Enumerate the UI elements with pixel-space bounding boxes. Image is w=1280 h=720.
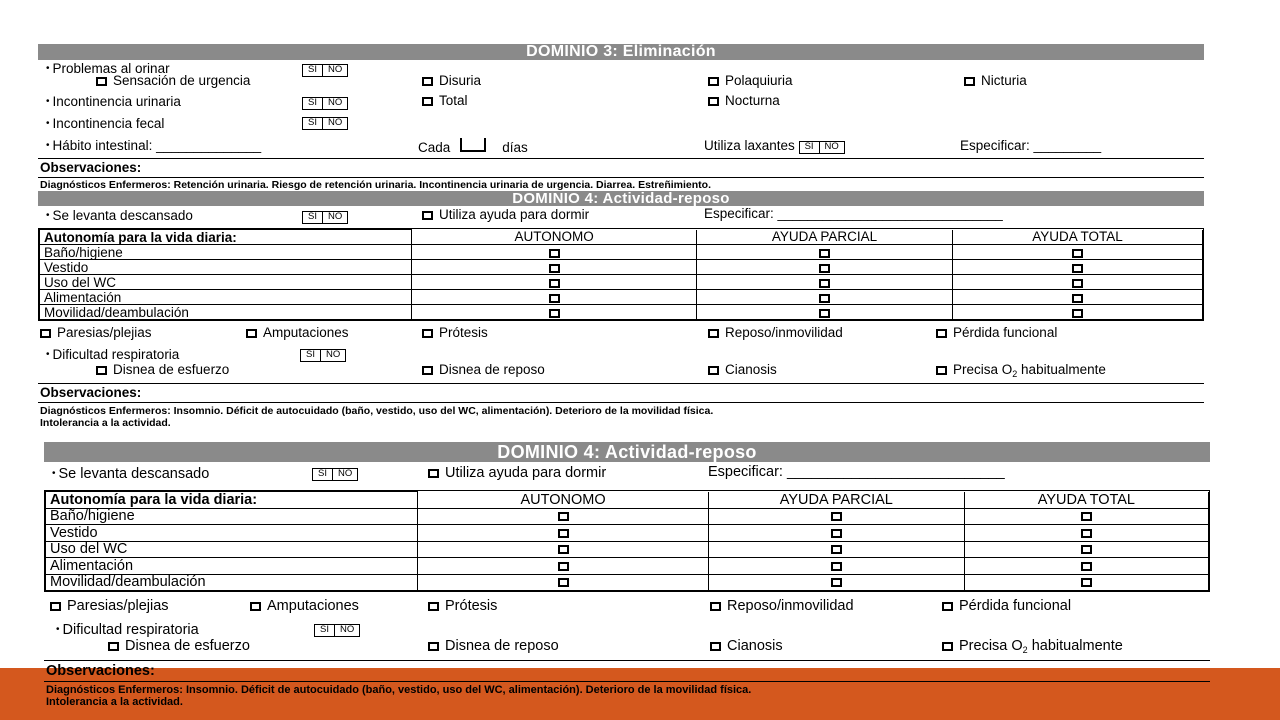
levanta-row-2: [44, 462, 1210, 488]
checkbox-icon: [422, 366, 433, 375]
habito-label[interactable]: • Hábito intestinal: ______________: [46, 138, 261, 153]
checkbox-icon: [936, 366, 947, 375]
problemas-row: [38, 60, 1204, 74]
checkbox-icon[interactable]: [549, 309, 560, 318]
checkbox-icon[interactable]: [1072, 264, 1083, 273]
incontinencia-urinaria-label: • Incontinencia urinaria: [46, 94, 181, 109]
col-total-2: AYUDA TOTAL: [964, 492, 1208, 509]
table-row: Vestido: [46, 525, 1209, 542]
checkbox-icon: [942, 642, 953, 651]
autonomia-table-2: [44, 490, 1210, 592]
table-row: Movilidad/deambulación: [40, 305, 1203, 320]
levanta-label: • Se levanta descansado: [46, 208, 193, 223]
col-autonomo: AUTONOMO: [412, 230, 697, 245]
checkbox-icon[interactable]: [819, 279, 830, 288]
disnea-reposo-option[interactable]: Disnea de reposo: [422, 362, 545, 377]
especificar-dormir-2[interactable]: Especificar: ___________________________: [708, 464, 1005, 480]
observaciones-heading: Observaciones:: [38, 158, 1204, 178]
checkbox-icon[interactable]: [1081, 562, 1092, 571]
diagnosticos-actividad-2-line2: Intolerancia a la actividad.: [46, 696, 183, 708]
disnea-reposo-option-2[interactable]: Disnea de reposo: [428, 638, 559, 654]
ayuda-dormir-option-2[interactable]: Utiliza ayuda para dormir: [428, 465, 606, 481]
section-header-eliminacion: DOMINIO 3: Eliminación: [38, 44, 1204, 60]
amputaciones-option[interactable]: Amputaciones: [246, 325, 349, 340]
movilidad-options-row-2: [44, 592, 1210, 620]
ayuda-dormir-option[interactable]: Utiliza ayuda para dormir: [422, 207, 589, 222]
precisa-o2-option[interactable]: Precisa $O_2$ habitualmente: [936, 362, 1106, 379]
checkbox-icon: [246, 329, 257, 338]
paresias-option-2[interactable]: Paresias/plejias: [50, 598, 169, 614]
levanta-si-no-2[interactable]: SI NO: [312, 465, 358, 481]
table-row: Movilidad/deambulación: [46, 574, 1209, 591]
dificultad-row: [38, 345, 1204, 361]
section-header-actividad: DOMINIO 4: Actividad-reposo: [38, 191, 1204, 206]
amputaciones-option-2[interactable]: Amputaciones: [250, 598, 359, 614]
col-parcial: AYUDA PARCIAL: [697, 230, 953, 245]
disnea-esfuerzo-option[interactable]: Disnea de esfuerzo: [96, 362, 229, 377]
checkbox-icon[interactable]: [831, 562, 842, 571]
checkbox-icon: [422, 97, 433, 106]
checkbox-icon: [108, 642, 119, 651]
nicturia-option[interactable]: Nicturia: [964, 73, 1027, 88]
table-row: Vestido: [40, 260, 1203, 275]
diagnosticos-eliminacion: Diagnósticos Enfermeros: Retención urinaria. Riesgo de retención urinaria. Incontinencia urinaria de urgencia. Diarrea. Estreñimiento.: [40, 179, 712, 191]
protesis-option[interactable]: Prótesis: [422, 325, 488, 340]
disnea-row-2: [44, 636, 1210, 660]
checkbox-icon[interactable]: [1081, 578, 1092, 587]
checkbox-icon[interactable]: [1081, 545, 1092, 554]
disnea-esfuerzo-option-2[interactable]: Disnea de esfuerzo: [108, 638, 250, 654]
cada-box: [460, 138, 486, 152]
checkbox-icon: [96, 366, 107, 375]
slide-accent-strip: [1212, 668, 1280, 720]
checkbox-icon[interactable]: [831, 545, 842, 554]
table-row: Alimentación: [40, 290, 1203, 305]
checkbox-icon: [50, 602, 61, 611]
autonomia-header: Autonomía para la vida diaria:: [40, 230, 412, 245]
checkbox-icon: [250, 602, 261, 611]
cada-field[interactable]: Cada días: [418, 140, 528, 155]
problemas-si-no[interactable]: SI NO: [302, 61, 348, 77]
urgencia-row: [38, 74, 1204, 92]
checkbox-icon[interactable]: [819, 249, 830, 258]
dificultad-label: • Dificultad respiratoria: [46, 347, 179, 362]
col-autonomo-2: AUTONOMO: [418, 492, 709, 509]
checkbox-icon: [422, 329, 433, 338]
checkbox-icon: [710, 642, 721, 651]
checkbox-icon[interactable]: [558, 578, 569, 587]
diagnosticos-actividad-line2: Intolerancia a la actividad.: [40, 417, 171, 429]
dificultad-si-no-2[interactable]: SI NO: [314, 621, 360, 637]
disnea-row: [38, 361, 1204, 383]
dificultad-label-2: • Dificultad respiratoria: [56, 622, 199, 638]
checkbox-icon: [936, 329, 947, 338]
checkbox-icon: [708, 329, 719, 338]
checkbox-icon: [428, 602, 439, 611]
total-option[interactable]: Total: [422, 93, 468, 108]
especificar-field[interactable]: Especificar: _________: [960, 138, 1102, 153]
checkbox-icon[interactable]: [831, 578, 842, 587]
dificultad-row-2: [44, 620, 1210, 636]
diagnosticos-actividad-2-line1: Diagnósticos Enfermeros: Insomnio. Déficit de autocuidado (baño, vestido, uso del WC, alimentación). Deterioro de la movilidad física.: [46, 684, 752, 696]
checkbox-icon[interactable]: [1072, 249, 1083, 258]
checkbox-icon[interactable]: [819, 309, 830, 318]
problemas-label: • Problemas al orinar: [46, 61, 170, 76]
checkbox-icon: [422, 211, 433, 220]
checkbox-icon[interactable]: [831, 512, 842, 521]
col-parcial-2: AYUDA PARCIAL: [708, 492, 964, 509]
checkbox-icon: [40, 329, 51, 338]
diagnosticos-actividad-line1: Diagnósticos Enfermeros: Insomnio. Déficit de autocuidado (baño, vestido, uso del WC, alimentación). Deterioro de la movilidad física.: [40, 405, 714, 417]
observaciones-heading-2: Observaciones:: [38, 383, 1204, 403]
checkbox-icon: [708, 77, 719, 86]
perdida-option-2[interactable]: Pérdida funcional: [942, 598, 1071, 614]
form-scan-bottom: [44, 442, 1210, 708]
observaciones-heading-3: Observaciones:: [44, 660, 1210, 682]
checkbox-icon[interactable]: [831, 529, 842, 538]
table-row: Uso del WC: [40, 275, 1203, 290]
checkbox-icon[interactable]: [1081, 512, 1092, 521]
checkbox-icon: [96, 77, 107, 86]
checkbox-icon: [428, 469, 439, 478]
autonomia-table: [38, 228, 1204, 321]
especificar-dormir[interactable]: Especificar: ______________________________: [704, 206, 1003, 221]
checkbox-icon[interactable]: [549, 279, 560, 288]
checkbox-icon[interactable]: [819, 264, 830, 273]
movilidad-options-row: [38, 321, 1204, 345]
checkbox-icon[interactable]: [1072, 309, 1083, 318]
section-header-actividad-2: DOMINIO 4: Actividad-reposo: [44, 442, 1210, 462]
cianosis-option-2[interactable]: Cianosis: [710, 638, 783, 654]
precisa-o2-option-2[interactable]: Precisa $O_2$ habitualmente: [942, 638, 1123, 655]
urgencia-option[interactable]: Sensación de urgencia: [96, 73, 250, 88]
checkbox-icon[interactable]: [558, 562, 569, 571]
incontinencia-si-no[interactable]: SI NO: [302, 94, 348, 110]
dificultad-si-no[interactable]: SI NO: [300, 346, 346, 362]
table-row: Baño/higiene: [40, 245, 1203, 260]
checkbox-icon[interactable]: [819, 294, 830, 303]
table-row: Baño/higiene: [46, 508, 1209, 525]
checkbox-icon[interactable]: [558, 529, 569, 538]
checkbox-icon: [710, 602, 721, 611]
incontinencia-urinaria-row: [38, 92, 1204, 113]
reposo-option-2[interactable]: Reposo/inmovilidad: [710, 598, 854, 614]
reposo-option[interactable]: Reposo/inmovilidad: [708, 325, 843, 340]
disuria-option[interactable]: Disuria: [422, 73, 481, 88]
checkbox-icon[interactable]: [558, 545, 569, 554]
checkbox-icon: [942, 602, 953, 611]
checkbox-icon[interactable]: [549, 264, 560, 273]
cianosis-option[interactable]: Cianosis: [708, 362, 777, 377]
checkbox-icon[interactable]: [549, 294, 560, 303]
checkbox-icon: [964, 77, 975, 86]
fecal-si-no[interactable]: SI NO: [302, 114, 348, 130]
checkbox-icon[interactable]: [1072, 279, 1083, 288]
protesis-option-2[interactable]: Prótesis: [428, 598, 497, 614]
checkbox-icon[interactable]: [1081, 529, 1092, 538]
levanta-row: [38, 206, 1204, 226]
checkbox-icon[interactable]: [549, 249, 560, 258]
incontinencia-fecal-row: [38, 113, 1204, 134]
checkbox-icon: [708, 97, 719, 106]
incontinencia-fecal-label: • Incontinencia fecal: [46, 116, 164, 131]
form-scan-top: [38, 44, 1204, 429]
levanta-label-2: • Se levanta descansado: [52, 466, 209, 482]
checkbox-icon[interactable]: [1072, 294, 1083, 303]
table-row: Uso del WC: [46, 541, 1209, 558]
perdida-option[interactable]: Pérdida funcional: [936, 325, 1057, 340]
levanta-si-no[interactable]: SI NO: [302, 208, 348, 224]
table-row: Alimentación: [46, 558, 1209, 575]
paresias-option[interactable]: Paresias/plejias: [40, 325, 152, 340]
polaquiuria-option[interactable]: Polaquiuria: [708, 73, 793, 88]
laxantes-field[interactable]: Utiliza laxantes SI NO: [704, 138, 845, 154]
checkbox-icon[interactable]: [558, 512, 569, 521]
checkbox-icon: [422, 77, 433, 86]
habito-row: [38, 134, 1204, 158]
nocturna-option[interactable]: Nocturna: [708, 93, 780, 108]
checkbox-icon: [708, 366, 719, 375]
checkbox-icon: [428, 642, 439, 651]
autonomia-header-2: Autonomía para la vida diaria:: [46, 492, 418, 509]
col-total: AYUDA TOTAL: [952, 230, 1202, 245]
